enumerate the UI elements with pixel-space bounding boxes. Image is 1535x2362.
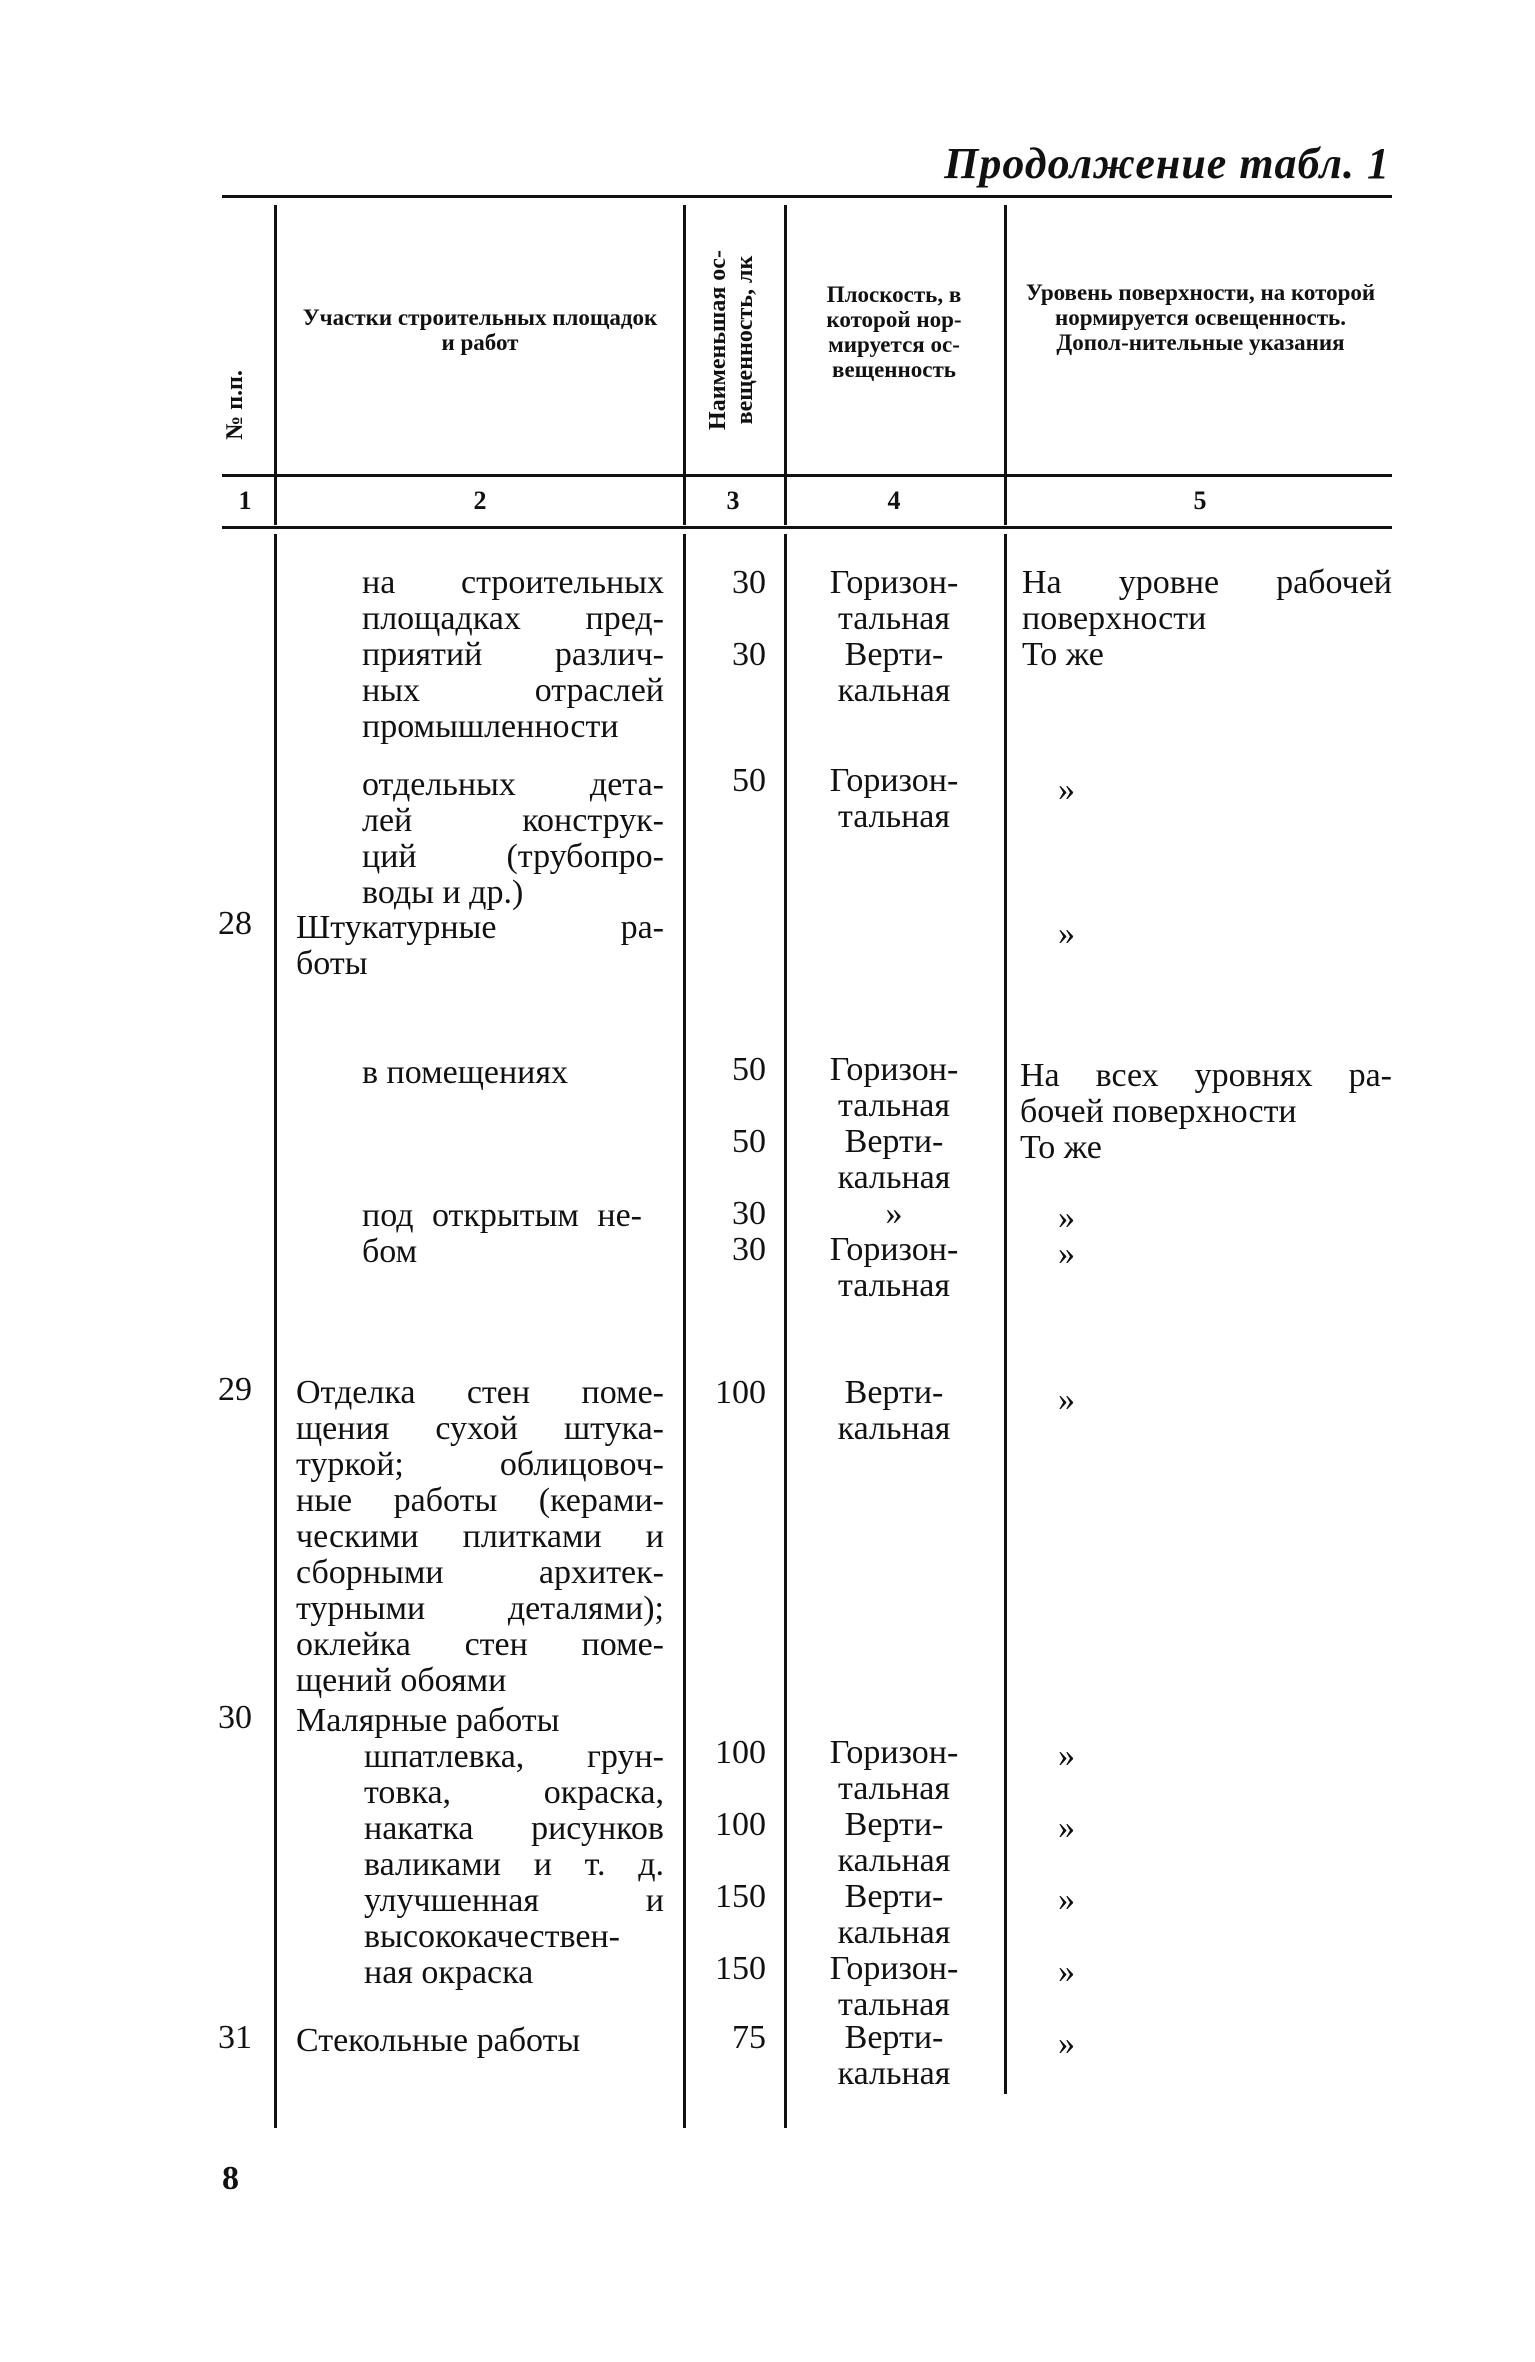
row-glazing-area: Стекольные работы (296, 2022, 581, 2059)
column-number-2: 2 (473, 486, 487, 515)
ditto-mark: » (1058, 1235, 1075, 1272)
lux-value: 30 (732, 1231, 766, 1268)
column-header-number: № п.п. (222, 370, 248, 440)
row-wall-finishing-area: Отделка стен поме- щения сухой штука- туркой; облицовоч- ные работы (керами- ческими плитками и сборными архитек- турными деталями); оклейка стен поме- щений обоями (296, 1374, 664, 1699)
area-line: промышленности (362, 708, 619, 745)
ditto-mark: » (1058, 1199, 1075, 1236)
column-header-level: Уровень поверхности, на которой нормируется освещенность. Допол-нительные указания (1025, 280, 1376, 355)
plane-cell: Горизон- тальная Верти- кальная (829, 564, 959, 709)
row-painting-subtypes-area: шпатлевка, грун- товка, окраска, накатка рисунков валиками и т. д. улучшенная и высококачествен- ная окраска (364, 1738, 664, 1991)
area-line: площадках пред- (362, 600, 664, 637)
row-structural-parts-area: отдельных дета- лей конструк- ций (трубопро- воды и др.) (362, 766, 664, 911)
row-indoors-area: в помещениях (362, 1054, 569, 1091)
plane-cell: Горизон- тальная (829, 762, 959, 835)
ditto-mark: » (1058, 2025, 1075, 2062)
plane-cell: » Горизон- тальная (829, 1195, 959, 1304)
lux-value: 100 (715, 1374, 766, 1411)
plane-cell: Верти- кальная (837, 1374, 951, 1447)
body-divider-3 (784, 534, 787, 2128)
lux-value: 150 (715, 1950, 766, 1987)
row-painting-area: Малярные работы (296, 1702, 560, 1739)
lux-value: 50 (732, 1123, 766, 1160)
header-divider-4 (1004, 205, 1007, 525)
lux-value: 30 (732, 564, 766, 601)
level-cell: На уровне рабочей поверхности То же (1022, 564, 1392, 673)
ditto-mark: » (1058, 915, 1075, 952)
ditto-mark: » (1058, 771, 1075, 808)
column-number-3: 3 (726, 486, 740, 515)
lux-value: 30 (732, 1195, 766, 1232)
column-header-illuminance: Наименьшая ос-вещенность, лк (705, 250, 758, 430)
lux-value: 100 (715, 1734, 766, 1771)
area-line: на строительных (362, 564, 664, 601)
header-divider-3 (784, 205, 787, 525)
plane-cell: Горизон- тальная Верти- кальная (829, 1051, 959, 1196)
level-cell: На всех уровнях ра- бочей поверхности То же (1020, 1057, 1392, 1166)
row-number: 29 (218, 1371, 252, 1408)
header-bottom-rule (222, 474, 1392, 477)
ditto-mark: » (1058, 1737, 1075, 1774)
lux-value: 30 (732, 636, 766, 673)
area-line: приятий различ- (362, 636, 664, 673)
header-divider-2 (683, 205, 686, 525)
column-number-1: 1 (238, 486, 252, 515)
column-number-4: 4 (887, 486, 901, 515)
header-divider-1 (274, 205, 277, 525)
row-number: 31 (218, 2019, 252, 2056)
colnum-bottom-rule (222, 526, 1392, 529)
ditto-mark: » (1058, 1953, 1075, 1990)
row-number: 30 (218, 1699, 252, 1736)
body-divider-2 (683, 534, 686, 2128)
column-header-plane: Плоскость, в которой нор-мируется ос-вещенность (826, 282, 962, 382)
row-construction-sites-area (362, 565, 664, 745)
lux-value: 100 (715, 1806, 766, 1843)
plane-cell: Верти- кальная (837, 2019, 951, 2092)
plane-cell: Горизон- тальная Верти- кальная Верти- кальная Горизон- тальная (829, 1734, 959, 2023)
ditto-mark: » (1058, 1381, 1075, 1418)
area-line: ных отраслей (362, 672, 664, 709)
column-number-5: 5 (1193, 486, 1207, 515)
table-top-rule (222, 195, 1392, 198)
body-divider-1 (274, 534, 277, 2128)
continuation-title: Продолжение табл. 1 (944, 139, 1390, 188)
ditto-mark: » (1058, 1881, 1075, 1918)
row-plastering-area: Штукатурные ра- боты (296, 909, 664, 982)
ditto-mark: » (1058, 1809, 1075, 1846)
page-number: 8 (222, 2160, 239, 2197)
body-divider-4 (1004, 534, 1007, 2094)
lux-value: 50 (732, 762, 766, 799)
row-outdoors-area: под открытым не- бом (362, 1197, 642, 1270)
column-header-area: Участки строительных площадок и работ (302, 305, 658, 355)
lux-value: 75 (732, 2019, 766, 2056)
lux-value: 150 (715, 1878, 766, 1915)
lux-value: 50 (732, 1051, 766, 1088)
row-number: 28 (218, 905, 252, 942)
